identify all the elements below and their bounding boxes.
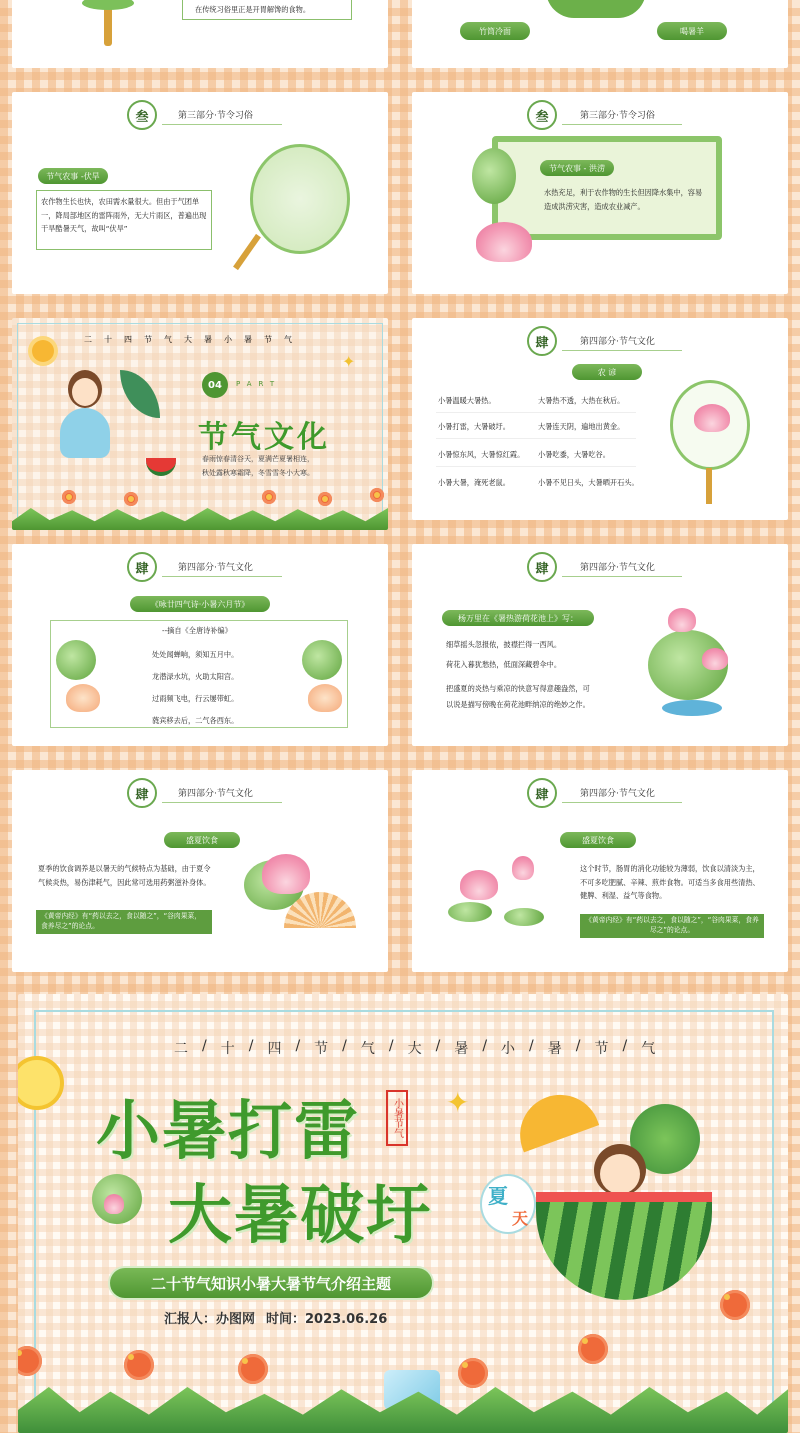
term-char: 暑 [244,335,252,344]
poem-line-4: 以说是描写傍晚在荷花池畔纳凉的绝妙之作。 [446,700,590,709]
summer-char-1: 夏 [488,1184,508,1208]
lotus-icon [702,648,728,670]
poem-source: --摘自《全唐诗补编》 [162,626,232,635]
cover-desc-2: 秋处露秋寒霜降，冬雪雪冬小大寒。 [202,469,314,477]
food-plate-icon [546,0,646,18]
term-char: 气 [641,1041,656,1057]
subtitle-banner: 二十节气知识小暑大暑节气介绍主题 [108,1266,434,1300]
term-sep: / [342,1038,347,1054]
row-divider [436,466,636,467]
poem-line-1: 细草摇头忽报侬，披襟拦得一西风。 [446,640,562,649]
term-sep: / [482,1038,488,1054]
fan-handle-icon [233,234,261,270]
poem-line-1: 处处闻蝉响，须知五月中。 [152,650,239,659]
proverb-left: 小暑大暑，淹死老鼠。 [438,478,510,487]
term-char: 节 [594,1041,609,1057]
term-sep: / [248,1038,254,1054]
term-char: 节 [144,335,152,344]
term-sep: / [435,1038,441,1054]
section-underline [562,802,682,803]
cover-desc-1: 春雨惊春清谷天，夏满芒夏暑相连， [202,455,314,463]
quote-bar: 《黄帝内经》有“药以去之，食以随之”，“谷肉果菜，食养尽之”的论点。 [580,914,764,938]
lotus-leaf-icon [302,640,342,680]
term-char: 四 [267,1041,282,1057]
term-char: 气 [284,335,292,344]
body-text: 这个时节，肠胃的消化功能较为薄弱，饮食以清淡为主，不可多吃肥腻、辛辣、煎炸食物。可适当多食用些清热、健脾、利湿、益气等食物。 [580,864,760,901]
sparkle-icon: ✦ [342,352,356,371]
pill-poem-intro: 杨万里在《暑热游荷花池上》写： [442,610,594,626]
lotus-icon [104,1194,124,1214]
section-badge: 叁 [527,100,557,130]
pill-bamboo-noodle: 竹筒冷面 [460,22,530,40]
term-char: 暑 [547,1041,562,1057]
lotus-icon [668,608,696,632]
slide-4-cover [12,318,388,530]
lotus-leaf-icon [56,640,96,680]
lotus-icon [66,684,100,712]
sparkle-icon: ✦ [446,1086,470,1119]
seal-stamp: 小暑节气 [386,1090,408,1146]
section-badge: 肆 [527,326,557,356]
proverb-left: 小暑打雷，大暑破圩。 [438,422,510,431]
term-char: 小 [501,1041,516,1057]
term-char: 气 [360,1041,375,1057]
slide-4d [12,770,388,972]
section-title: 第四部分·节气文化 [580,337,655,347]
term-char: 节 [264,335,272,344]
slide-3b [412,92,788,294]
section-badge: 肆 [527,552,557,582]
term-sep: / [202,1038,207,1054]
lotus-leaf-icon [448,902,492,922]
girl-illustration [50,370,130,466]
term-char: 小 [224,335,232,344]
lotus-icon [262,854,310,894]
lotus-icon [512,856,534,880]
section-badge: 肆 [527,778,557,808]
lotus-leaf-icon [504,908,544,926]
pill-summer-diet: 盛夏饮食 [164,832,240,848]
round-fan-icon [250,144,350,254]
row-divider [436,438,636,439]
term-char: 二 [174,1041,188,1057]
flower-icon [720,1290,750,1320]
flower-icon [124,492,138,506]
time-label: 时间：2023.06.26 [266,1312,388,1327]
slide-4a [412,318,788,520]
flower-icon [578,1334,608,1364]
pill-proverbs: 农 谚 [572,364,642,380]
poem-line-2: 荷花入暮犹愁热，低面深藏碧伞中。 [446,660,562,669]
lotus-icon [694,404,730,432]
poem-line-3: 过雨频飞电，行云屡带虹。 [152,694,239,703]
main-title-2: 大暑破圩 [168,1178,432,1253]
slide-4b [12,544,388,746]
solar-terms-row [84,334,292,345]
flower-icon [238,1354,268,1384]
flower-icon [124,1350,154,1380]
section-title: 第四部分·节气文化 [178,789,253,799]
proverb-right: 大暑热不透，大热在秋后。 [538,396,625,405]
proverb-right: 大暑连天阴，遍地出黄金。 [538,422,625,431]
proverb-right: 小暑不见日头，大暑晒开石头。 [538,478,639,487]
text-box [182,0,352,20]
section-title: 第四部分·节气文化 [580,563,655,573]
flower-icon [318,492,332,506]
summer-char-2: 天 [512,1209,529,1228]
pill-drought: 节气农事 -伏旱 [38,168,108,184]
term-char: 十 [104,335,112,344]
section-underline [162,576,282,577]
row-divider [436,412,636,413]
water-wave-icon [662,700,722,716]
pill-poem-title: 《咏廿四气诗·小暑六月节》 [130,596,270,612]
section-title: 第三部分·节令习俗 [580,111,655,121]
term-sep: / [295,1038,301,1054]
section-underline [162,802,282,803]
flower-icon [370,488,384,502]
part-number-circle: 04 [202,372,228,398]
term-sep: / [575,1038,581,1054]
lotus-icon [460,870,498,900]
section-underline [562,350,682,351]
part-label: PART [236,380,282,388]
poem-line-4: 蕤宾移去后，二气各西东。 [152,716,239,725]
term-sep: / [529,1038,534,1054]
leaf-icon [82,0,134,10]
lilypad-icon [472,148,516,204]
slide-4e [412,770,788,972]
body-text: 水热充足，利于农作物的生长但因降水集中，容易造成洪涝灾害，造成农业减产。 [544,188,703,211]
pill-drink: 喝暑羊 [657,22,727,40]
poem-line-2: 龙潜渌水坑，火助太阳宫。 [152,672,239,681]
term-char: 暑 [204,335,212,344]
section-underline [562,576,682,577]
section-title: 第四部分·节气文化 [178,563,253,573]
slide-4c [412,544,788,746]
body-text: 在传统习俗里正是开胃解馋的食物。 [195,5,311,14]
lotus-icon [476,222,532,262]
cover-title: 节气文化 [198,420,330,455]
term-char: 四 [124,335,132,344]
sun-icon [32,340,54,362]
main-cover [18,994,788,1433]
flower-icon [262,490,276,504]
term-char: 气 [164,335,172,344]
section-badge: 叁 [127,100,157,130]
body-text: 夏季的饮食调养是以暑天的气候特点为基础，由于夏令气候炎热，易伤津耗气，因此常可选用药粥滋补身体。 [38,864,211,887]
quote-bar: 《黄帝内经》有“药以去之，食以随之”，“谷肉果菜，食养尽之”的论点。 [36,910,212,934]
lotus-icon [308,684,342,712]
text-box [580,862,764,908]
slide-top-right [412,0,788,68]
section-title: 第四部分·节气文化 [580,789,655,799]
term-sep: / [622,1038,628,1054]
pill-summer-diet: 盛夏饮食 [560,832,636,848]
flower-icon [458,1358,488,1388]
term-char: 大 [184,335,192,344]
proverb-right: 小暑吃黍，大暑吃谷。 [538,450,610,459]
body-text: 农作物生长也快，农田需水量很大。但由于气团单一，降局部地区的雷阵雨外，无大片雨区，普遍出现干旱酷暑天气，故叫“伏旱” [41,197,207,234]
solar-terms-row [174,1038,655,1058]
section-title: 第三部分·节令习俗 [178,111,253,121]
fan-handle-icon [706,468,712,504]
main-title-1: 小暑打雷 [96,1094,360,1169]
section-badge: 肆 [127,552,157,582]
pill-flood: 节气农事 - 洪涝 [540,160,614,176]
flower-icon [62,490,76,504]
section-underline [162,124,282,125]
reporter-label: 汇报人：办图网 [164,1312,256,1327]
section-badge: 肆 [127,778,157,808]
slide-3a [12,92,388,294]
slide-top-left [12,0,388,68]
proverb-left: 小暑惊东风，大暑惊红霞。 [438,450,525,459]
term-char: 暑 [454,1041,469,1057]
poem-line-3: 把盛夏的炎热与乘凉的快意写得意趣盎然，可 [446,684,590,693]
term-char: 大 [407,1041,422,1057]
term-char: 节 [314,1041,329,1057]
text-box [36,862,212,908]
term-sep: / [388,1038,394,1054]
proverb-left: 小暑温暖大暑热。 [438,396,496,405]
term-char: 十 [220,1041,235,1057]
text-box [36,190,212,250]
term-char: 二 [84,335,92,344]
section-underline [562,124,682,125]
